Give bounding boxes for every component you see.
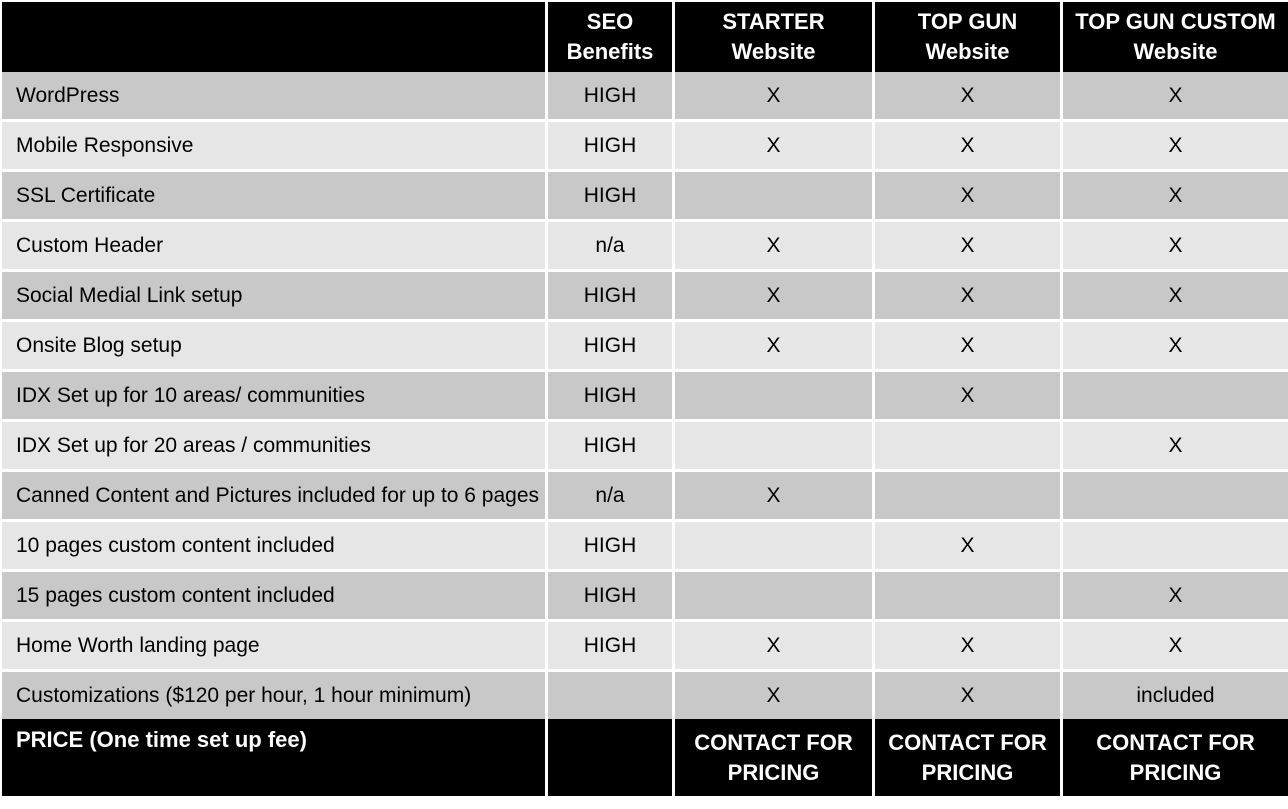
starter-cell: X: [675, 622, 875, 672]
seo-cell: HIGH: [548, 522, 675, 572]
header-row: [2, 2, 1288, 72]
custom-cell: X: [1063, 272, 1288, 322]
seo-cell: HIGH: [548, 572, 675, 622]
table-row: [2, 172, 1288, 222]
topgun-cell: X: [875, 372, 1063, 422]
header-seo-line2: Benefits: [566, 39, 654, 64]
custom-cell: X: [1063, 572, 1288, 622]
header-starter-line2: Website: [731, 39, 816, 64]
price-topgun-cell: [875, 719, 1063, 796]
custom-cell: X: [1063, 172, 1288, 222]
feature-cell: Custom Header: [2, 222, 548, 272]
header-seo-benefits: [548, 2, 675, 72]
topgun-cell: X: [875, 522, 1063, 572]
feature-cell: Onsite Blog setup: [2, 322, 548, 372]
custom-cell: X: [1063, 222, 1288, 272]
topgun-cell: X: [875, 122, 1063, 172]
topgun-cell: X: [875, 622, 1063, 672]
seo-cell: HIGH: [548, 422, 675, 472]
table-row: [2, 572, 1288, 622]
table-row: [2, 522, 1288, 572]
price-custom-line2: PRICING: [1129, 759, 1222, 785]
custom-cell: [1063, 372, 1288, 422]
feature-cell: Canned Content and Pictures included for up to 6 pages: [2, 472, 548, 522]
price-starter-line1: CONTACT FOR: [694, 729, 853, 755]
feature-cell: Social Medial Link setup: [2, 272, 548, 322]
feature-cell: 15 pages custom content included: [2, 572, 548, 622]
feature-cell: IDX Set up for 10 areas/ communities: [2, 372, 548, 422]
table-row: [2, 122, 1288, 172]
custom-cell: [1063, 472, 1288, 522]
table-row: [2, 672, 1288, 719]
table-row: [2, 222, 1288, 272]
website-packages-table: [2, 2, 1288, 796]
starter-cell: X: [675, 72, 875, 122]
seo-cell: HIGH: [548, 372, 675, 422]
header-top-gun-custom-website: [1063, 2, 1288, 72]
custom-cell: [1063, 522, 1288, 572]
price-seo-cell: [548, 719, 675, 796]
custom-cell: X: [1063, 72, 1288, 122]
seo-cell: HIGH: [548, 622, 675, 672]
seo-cell: HIGH: [548, 172, 675, 222]
table-row: [2, 322, 1288, 372]
topgun-cell: [875, 422, 1063, 472]
header-starter-line1: STARTER: [722, 9, 825, 34]
feature-cell: 10 pages custom content included: [2, 522, 548, 572]
seo-cell: HIGH: [548, 272, 675, 322]
table-row: [2, 372, 1288, 422]
header-custom-line1: TOP GUN CUSTOM: [1075, 9, 1276, 34]
starter-cell: X: [675, 322, 875, 372]
topgun-cell: [875, 472, 1063, 522]
starter-cell: X: [675, 672, 875, 719]
feature-cell: IDX Set up for 20 areas / communities: [2, 422, 548, 472]
table-row: [2, 422, 1288, 472]
feature-cell: SSL Certificate: [2, 172, 548, 222]
price-starter-cell: [675, 719, 875, 796]
price-row: [2, 719, 1288, 796]
header-starter-website: [675, 2, 875, 72]
price-starter-line2: PRICING: [727, 759, 820, 785]
topgun-cell: X: [875, 72, 1063, 122]
table-row: [2, 72, 1288, 122]
custom-cell: X: [1063, 122, 1288, 172]
starter-cell: [675, 522, 875, 572]
feature-cell: Mobile Responsive: [2, 122, 548, 172]
starter-cell: [675, 172, 875, 222]
starter-cell: X: [675, 272, 875, 322]
header-topgun-line2: Website: [925, 39, 1010, 64]
table-row: [2, 472, 1288, 522]
custom-cell: X: [1063, 422, 1288, 472]
starter-cell: [675, 372, 875, 422]
price-label: PRICE (One time set up fee): [2, 719, 548, 796]
header-top-gun-website: [875, 2, 1063, 72]
topgun-cell: [875, 572, 1063, 622]
price-topgun-line1: CONTACT FOR: [888, 729, 1047, 755]
seo-cell: HIGH: [548, 122, 675, 172]
custom-cell: X: [1063, 322, 1288, 372]
header-feature-cell: [2, 2, 548, 72]
feature-cell: WordPress: [2, 72, 548, 122]
table-row: [2, 272, 1288, 322]
starter-cell: X: [675, 472, 875, 522]
topgun-cell: X: [875, 222, 1063, 272]
price-custom-cell: [1063, 719, 1288, 796]
starter-cell: [675, 422, 875, 472]
price-topgun-line2: PRICING: [921, 759, 1014, 785]
price-custom-line1: CONTACT FOR: [1096, 729, 1255, 755]
custom-cell: included: [1063, 672, 1288, 719]
header-topgun-line1: TOP GUN: [917, 9, 1018, 34]
topgun-cell: X: [875, 172, 1063, 222]
feature-cell: Home Worth landing page: [2, 622, 548, 672]
seo-cell: HIGH: [548, 322, 675, 372]
starter-cell: X: [675, 122, 875, 172]
table-row: [2, 622, 1288, 672]
feature-cell: Customizations ($120 per hour, 1 hour minimum): [2, 672, 548, 719]
seo-cell: HIGH: [548, 72, 675, 122]
header-custom-line2: Website: [1133, 39, 1218, 64]
seo-cell: [548, 672, 675, 719]
starter-cell: [675, 572, 875, 622]
topgun-cell: X: [875, 672, 1063, 719]
topgun-cell: X: [875, 322, 1063, 372]
custom-cell: X: [1063, 622, 1288, 672]
topgun-cell: X: [875, 272, 1063, 322]
seo-cell: n/a: [548, 472, 675, 522]
starter-cell: X: [675, 222, 875, 272]
header-seo-line1: SEO: [586, 9, 634, 34]
seo-cell: n/a: [548, 222, 675, 272]
